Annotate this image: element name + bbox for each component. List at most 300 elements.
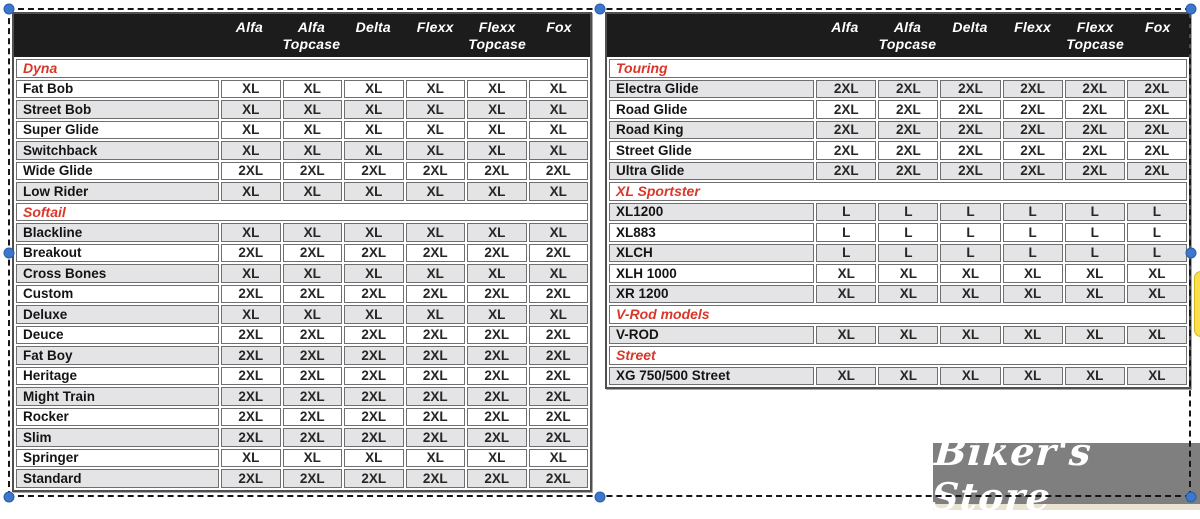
model-row: [609, 121, 1187, 140]
size-value: 2XL: [221, 428, 280, 447]
column-header-label: Alfa: [235, 19, 264, 35]
size-value: XL: [221, 141, 280, 160]
size-value: 2XL: [467, 285, 526, 304]
size-value: 2XL: [344, 326, 403, 345]
column-header-label: Fox: [546, 19, 572, 35]
size-value: 2XL: [1127, 162, 1187, 181]
model-row: [16, 141, 588, 160]
size-value: XL: [467, 141, 526, 160]
model-name: Switchback: [16, 141, 219, 160]
model-row: [16, 285, 588, 304]
size-value: 2XL: [878, 162, 938, 181]
size-value: 2XL: [1127, 141, 1187, 160]
size-value: 2XL: [221, 244, 280, 263]
size-value: 2XL: [1065, 121, 1125, 140]
size-value: XL: [406, 141, 466, 160]
size-value: L: [1065, 203, 1125, 222]
size-value: 2XL: [467, 387, 526, 406]
selection-handle-bottom-center[interactable]: [595, 492, 606, 503]
size-value: L: [940, 203, 1000, 222]
size-value: XL: [940, 367, 1000, 386]
size-value: XL: [283, 121, 343, 140]
size-value: L: [878, 223, 938, 242]
column-header-label: Delta: [355, 19, 391, 35]
size-value: 2XL: [344, 285, 403, 304]
model-row: [609, 80, 1187, 99]
size-value: L: [1127, 244, 1187, 263]
size-value: 2XL: [940, 141, 1000, 160]
size-value: XL: [467, 264, 526, 283]
section-label: V-Rod models: [609, 305, 1187, 324]
column-header-label: Alfa: [893, 19, 922, 35]
column-header: [876, 14, 939, 57]
model-name: Low Rider: [16, 182, 219, 201]
column-header: [528, 14, 590, 57]
size-value: 2XL: [406, 346, 466, 365]
size-value: 2XL: [878, 100, 938, 119]
size-value: XL: [283, 141, 343, 160]
size-value: 2XL: [221, 387, 280, 406]
size-value: XL: [344, 449, 403, 468]
table-header: [14, 14, 590, 57]
size-value: 2XL: [816, 100, 876, 119]
size-value: 2XL: [406, 367, 466, 386]
size-value: XL: [878, 367, 938, 386]
size-value: 2XL: [816, 162, 876, 181]
size-value: 2XL: [467, 408, 526, 427]
size-value: XL: [344, 182, 403, 201]
size-value: 2XL: [1003, 80, 1063, 99]
size-value: 2XL: [221, 162, 280, 181]
model-name: Cross Bones: [16, 264, 219, 283]
size-value: XL: [1003, 285, 1063, 304]
column-header: [218, 14, 280, 57]
size-value: 2XL: [221, 326, 280, 345]
section-row: [16, 203, 588, 222]
size-value: XL: [529, 305, 589, 324]
model-name: Fat Bob: [16, 80, 219, 99]
size-value: XL: [529, 121, 589, 140]
size-value: 2XL: [283, 387, 343, 406]
size-value: XL: [467, 223, 526, 242]
model-row: [16, 408, 588, 427]
size-value: 2XL: [1127, 100, 1187, 119]
selection-handle-top-left[interactable]: [4, 4, 15, 15]
model-name: Ultra Glide: [609, 162, 814, 181]
size-value: XL: [1127, 326, 1187, 345]
section-label: Street: [609, 346, 1187, 365]
size-value: 2XL: [283, 367, 343, 386]
size-value: 2XL: [344, 162, 403, 181]
size-value: XL: [816, 285, 876, 304]
size-value: XL: [467, 121, 526, 140]
size-value: XL: [344, 305, 403, 324]
size-value: XL: [1065, 264, 1125, 283]
model-name: XR 1200: [609, 285, 814, 304]
size-value: 2XL: [1003, 162, 1063, 181]
size-value: XL: [221, 80, 280, 99]
size-value: XL: [816, 367, 876, 386]
size-value: 2XL: [467, 367, 526, 386]
section-label: Touring: [609, 59, 1187, 78]
size-value: 2XL: [283, 346, 343, 365]
size-value: XL: [467, 305, 526, 324]
size-value: 2XL: [221, 346, 280, 365]
selection-handle-bottom-right[interactable]: [1186, 492, 1197, 503]
yellow-marker: [1194, 271, 1200, 337]
model-row: [609, 203, 1187, 222]
model-row: [16, 469, 588, 488]
size-value: 2XL: [467, 244, 526, 263]
size-value: XL: [221, 223, 280, 242]
size-value: L: [940, 244, 1000, 263]
column-header-label: Delta: [952, 19, 988, 35]
size-value: 2XL: [529, 244, 589, 263]
model-name: Road Glide: [609, 100, 814, 119]
size-value: 2XL: [283, 244, 343, 263]
size-value: L: [878, 203, 938, 222]
size-value: 2XL: [221, 469, 280, 488]
column-header-label: Flexx: [1076, 19, 1114, 35]
size-value: L: [1065, 244, 1125, 263]
size-value: XL: [1003, 367, 1063, 386]
model-row: [609, 326, 1187, 345]
size-value: XL: [344, 264, 403, 283]
size-value: 2XL: [816, 141, 876, 160]
size-value: 2XL: [406, 326, 466, 345]
column-header-sublabel: Topcase: [1066, 36, 1124, 52]
size-value: 2XL: [344, 408, 403, 427]
column-header-label: Flexx: [416, 19, 454, 35]
column-header: [1001, 14, 1064, 57]
size-value: L: [1003, 203, 1063, 222]
size-value: XL: [406, 223, 466, 242]
size-value: XL: [221, 100, 280, 119]
size-value: L: [1127, 223, 1187, 242]
size-value: 2XL: [940, 80, 1000, 99]
size-value: 2XL: [406, 408, 466, 427]
column-header-sublabel: Topcase: [468, 36, 526, 52]
size-value: XL: [816, 326, 876, 345]
model-row: [609, 223, 1187, 242]
model-row: [609, 162, 1187, 181]
size-value: XL: [529, 80, 589, 99]
size-value: XL: [878, 326, 938, 345]
size-value: L: [816, 223, 876, 242]
size-value: 2XL: [529, 162, 589, 181]
size-value: 2XL: [1065, 162, 1125, 181]
size-value: XL: [940, 326, 1000, 345]
column-header-label: Flexx: [1014, 19, 1051, 35]
size-value: XL: [1003, 264, 1063, 283]
size-value: 2XL: [529, 428, 589, 447]
model-name: Street Glide: [609, 141, 814, 160]
size-value: L: [940, 223, 1000, 242]
table-body: [607, 57, 1189, 387]
size-value: XL: [283, 305, 343, 324]
size-value: 2XL: [344, 387, 403, 406]
size-value: XL: [1127, 367, 1187, 386]
size-value: XL: [283, 100, 343, 119]
size-value: XL: [406, 264, 466, 283]
model-row: [16, 121, 588, 140]
size-value: 2XL: [529, 469, 589, 488]
model-name: Deluxe: [16, 305, 219, 324]
size-value: XL: [529, 141, 589, 160]
size-value: 2XL: [467, 469, 526, 488]
column-header-empty: [14, 14, 218, 57]
size-value: 2XL: [940, 100, 1000, 119]
size-value: 2XL: [406, 285, 466, 304]
size-value: XL: [467, 182, 526, 201]
model-row: [609, 100, 1187, 119]
model-row: [16, 326, 588, 345]
column-header-label: Fox: [1144, 19, 1171, 35]
model-name: Heritage: [16, 367, 219, 386]
size-value: 2XL: [529, 346, 589, 365]
column-header: [1064, 14, 1127, 57]
model-name: Deuce: [16, 326, 219, 345]
selection-handle-bottom-left[interactable]: [4, 492, 15, 503]
size-value: 2XL: [344, 346, 403, 365]
model-name: Wide Glide: [16, 162, 219, 181]
section-label: Softail: [16, 203, 588, 222]
model-row: [16, 449, 588, 468]
section-row: [16, 59, 588, 78]
section-label: Dyna: [16, 59, 588, 78]
size-value: 2XL: [1003, 121, 1063, 140]
size-chart-table-right: [605, 12, 1191, 389]
size-value: 2XL: [816, 80, 876, 99]
size-value: 2XL: [283, 162, 343, 181]
column-header-label: Alfa: [297, 19, 325, 35]
model-row: [16, 100, 588, 119]
size-value: L: [1127, 203, 1187, 222]
size-value: 2XL: [406, 244, 466, 263]
size-value: 2XL: [467, 162, 526, 181]
size-value: 2XL: [940, 162, 1000, 181]
size-value: XL: [221, 182, 280, 201]
size-value: 2XL: [1065, 141, 1125, 160]
size-value: XL: [344, 100, 403, 119]
model-name: XL883: [609, 223, 814, 242]
model-row: [609, 244, 1187, 263]
size-value: XL: [529, 223, 589, 242]
size-value: XL: [878, 264, 938, 283]
size-value: 2XL: [816, 121, 876, 140]
size-value: XL: [1003, 326, 1063, 345]
size-value: 2XL: [1127, 80, 1187, 99]
size-value: XL: [283, 264, 343, 283]
size-value: 2XL: [406, 428, 466, 447]
size-value: 2XL: [940, 121, 1000, 140]
size-value: XL: [467, 80, 526, 99]
column-header-sublabel: Topcase: [282, 36, 341, 52]
size-value: XL: [283, 449, 343, 468]
model-row: [16, 264, 588, 283]
model-row: [16, 244, 588, 263]
size-value: 2XL: [1003, 141, 1063, 160]
model-row: [16, 80, 588, 99]
model-name: Might Train: [16, 387, 219, 406]
size-value: 2XL: [467, 326, 526, 345]
column-header-empty: [607, 14, 814, 57]
size-value: L: [1003, 223, 1063, 242]
model-name: Standard: [16, 469, 219, 488]
selection-handle-top-center[interactable]: [595, 4, 606, 15]
size-value: XL: [344, 80, 403, 99]
size-value: XL: [1065, 367, 1125, 386]
size-value: 2XL: [529, 285, 589, 304]
size-value: 2XL: [344, 244, 403, 263]
model-name: Springer: [16, 449, 219, 468]
model-name: XG 750/500 Street: [609, 367, 814, 386]
size-value: 2XL: [529, 387, 589, 406]
size-value: 2XL: [878, 80, 938, 99]
column-header: [1126, 14, 1189, 57]
size-value: 2XL: [221, 285, 280, 304]
selection-handle-top-right[interactable]: [1186, 4, 1197, 15]
size-value: 2XL: [529, 326, 589, 345]
table-body: [14, 57, 590, 490]
size-value: XL: [344, 121, 403, 140]
model-name: V-ROD: [609, 326, 814, 345]
column-header: [466, 14, 528, 57]
size-value: XL: [1065, 285, 1125, 304]
size-value: XL: [406, 182, 466, 201]
model-name: Rocker: [16, 408, 219, 427]
model-row: [609, 141, 1187, 160]
size-value: XL: [344, 223, 403, 242]
size-value: 2XL: [406, 469, 466, 488]
selection-handle-middle-left[interactable]: [4, 248, 15, 259]
model-name: Super Glide: [16, 121, 219, 140]
selection-handle-middle-right[interactable]: [1186, 248, 1197, 259]
size-value: XL: [283, 223, 343, 242]
size-value: XL: [940, 264, 1000, 283]
column-header: [404, 14, 466, 57]
size-value: XL: [406, 100, 466, 119]
size-value: 2XL: [221, 367, 280, 386]
size-value: XL: [1127, 285, 1187, 304]
size-value: XL: [940, 285, 1000, 304]
size-value: 2XL: [283, 408, 343, 427]
column-header-label: Flexx: [478, 19, 516, 35]
size-value: 2XL: [221, 408, 280, 427]
size-value: L: [1065, 223, 1125, 242]
column-header: [342, 14, 404, 57]
model-row: [16, 162, 588, 181]
size-value: XL: [406, 305, 466, 324]
size-value: 2XL: [283, 285, 343, 304]
size-value: 2XL: [878, 141, 938, 160]
model-row: [16, 387, 588, 406]
size-value: 2XL: [1065, 100, 1125, 119]
size-value: 2XL: [529, 367, 589, 386]
size-value: XL: [529, 182, 589, 201]
size-value: XL: [878, 285, 938, 304]
size-value: 2XL: [1065, 80, 1125, 99]
model-name: Custom: [16, 285, 219, 304]
model-row: [609, 285, 1187, 304]
column-header-sublabel: Topcase: [878, 36, 937, 52]
size-value: XL: [406, 80, 466, 99]
model-row: [16, 182, 588, 201]
size-value: XL: [529, 449, 589, 468]
section-row: [609, 305, 1187, 324]
size-value: 2XL: [344, 428, 403, 447]
column-header-label: Alfa: [831, 19, 859, 35]
model-name: Street Bob: [16, 100, 219, 119]
size-value: 2XL: [467, 428, 526, 447]
size-value: XL: [221, 121, 280, 140]
size-value: 2XL: [1003, 100, 1063, 119]
size-value: XL: [283, 182, 343, 201]
size-value: XL: [1065, 326, 1125, 345]
size-value: XL: [529, 100, 589, 119]
model-row: [609, 367, 1187, 386]
model-row: [16, 428, 588, 447]
size-value: 2XL: [529, 408, 589, 427]
size-value: XL: [1127, 264, 1187, 283]
size-value: 2XL: [283, 326, 343, 345]
size-value: XL: [406, 121, 466, 140]
size-value: 2XL: [406, 387, 466, 406]
size-value: XL: [221, 264, 280, 283]
logo-text: Biker's Store: [929, 428, 1094, 519]
size-value: XL: [283, 80, 343, 99]
model-row: [16, 346, 588, 365]
size-value: 2XL: [344, 469, 403, 488]
size-value: L: [1003, 244, 1063, 263]
size-value: XL: [816, 264, 876, 283]
size-value: XL: [467, 100, 526, 119]
size-value: XL: [529, 264, 589, 283]
column-header: [939, 14, 1002, 57]
size-value: XL: [221, 305, 280, 324]
size-value: 2XL: [344, 367, 403, 386]
section-row: [609, 182, 1187, 201]
size-value: XL: [467, 449, 526, 468]
model-name: XLCH: [609, 244, 814, 263]
bikers-store-logo: [929, 428, 1200, 519]
model-row: [16, 367, 588, 386]
model-name: Road King: [609, 121, 814, 140]
model-name: Blackline: [16, 223, 219, 242]
model-row: [16, 223, 588, 242]
section-row: [609, 59, 1187, 78]
section-label: XL Sportster: [609, 182, 1187, 201]
size-value: 2XL: [878, 121, 938, 140]
column-header: [814, 14, 877, 57]
column-header: [280, 14, 342, 57]
size-value: XL: [344, 141, 403, 160]
model-name: Fat Boy: [16, 346, 219, 365]
size-chart-table-left: [12, 12, 592, 492]
size-value: L: [816, 244, 876, 263]
size-value: 2XL: [1127, 121, 1187, 140]
size-value: 2XL: [283, 428, 343, 447]
model-name: Slim: [16, 428, 219, 447]
section-row: [609, 346, 1187, 365]
model-name: Breakout: [16, 244, 219, 263]
size-value: XL: [221, 449, 280, 468]
table-header: [607, 14, 1189, 57]
size-value: L: [878, 244, 938, 263]
size-value: 2XL: [283, 469, 343, 488]
model-row: [16, 305, 588, 324]
size-value: XL: [406, 449, 466, 468]
